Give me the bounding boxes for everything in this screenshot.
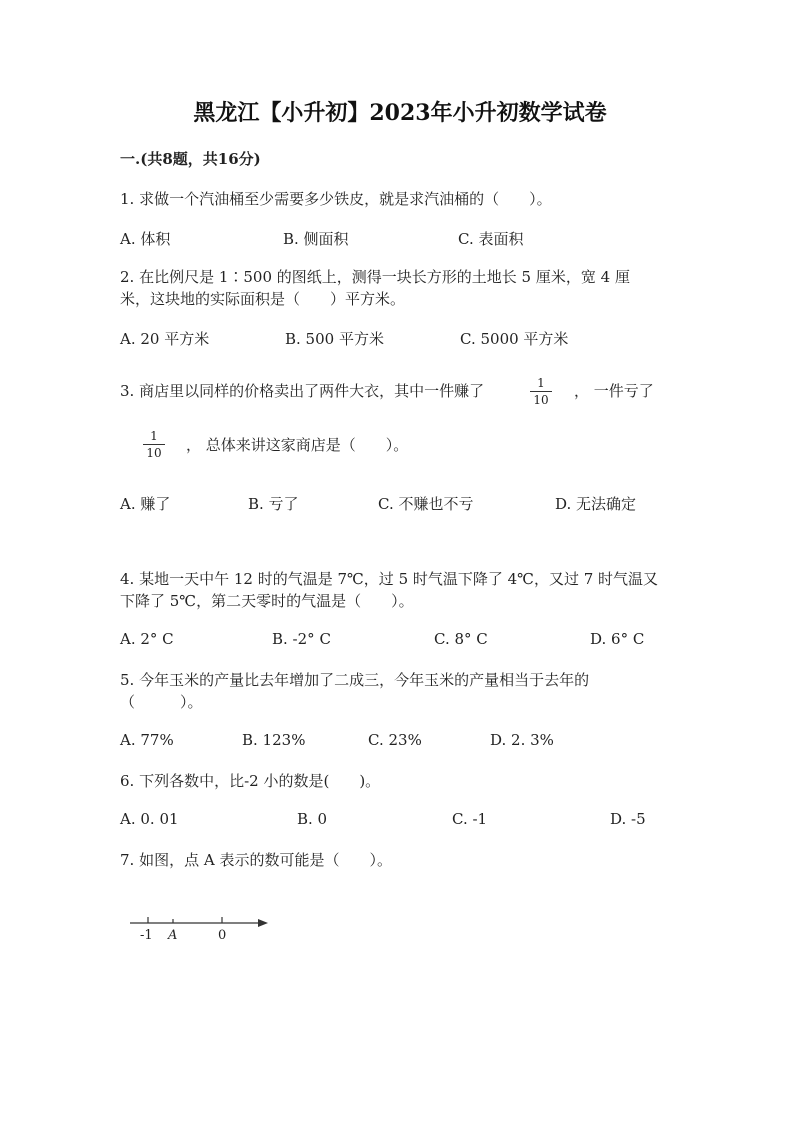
label-zero: 0	[218, 928, 227, 943]
fraction-numerator: 1	[537, 376, 545, 390]
question-5-stem-line1: 5. 今年玉米的产量比去年增加了二成三，今年玉米的产量相当于去年的	[120, 671, 590, 689]
question-4-stem-line1: 4. 某地一天中午 12 时的气温是 7℃，过 5 时气温下降了 4℃，又过 7 时气温又	[120, 570, 659, 588]
question-1-stem: 1. 求做一个汽油桶至少需要多少铁皮，就是求汽油桶的（ ）。	[120, 190, 552, 208]
question-1-option-c[interactable]: C. 表面积	[458, 230, 524, 248]
question-4-option-c[interactable]: C. 8° C	[434, 630, 488, 648]
question-6-stem: 6. 下列各数中，比-2 小的数是( )。	[120, 772, 381, 790]
question-5-option-a[interactable]: A. 77%	[120, 731, 174, 749]
question-6-option-b[interactable]: B. 0	[297, 810, 328, 828]
label-minus-one: -1	[140, 928, 153, 943]
question-3-stem-part3: ， 总体来讲这家商店是（ ）。	[186, 436, 409, 454]
question-4-option-d[interactable]: D. 6° C	[590, 630, 645, 648]
question-7-stem: 7. 如图，点 A 表示的数可能是（ ）。	[120, 851, 392, 869]
question-3-stem-part2: ， 一件亏了	[574, 382, 654, 400]
question-5-option-b[interactable]: B. 123%	[242, 731, 306, 749]
question-2-option-a[interactable]: A. 20 平方米	[120, 330, 210, 348]
question-3-stem-part1: 3. 商店里以同样的价格卖出了两件大衣，其中一件赚了	[120, 382, 485, 400]
question-4-stem-line2: 下降了 5℃，第二天零时的气温是（ ）。	[120, 592, 414, 610]
question-5-stem-line2: （ ）。	[120, 693, 203, 711]
question-1-option-b[interactable]: B. 侧面积	[283, 230, 349, 248]
question-6-option-d[interactable]: D. -5	[610, 810, 646, 828]
number-line-figure	[120, 905, 280, 945]
exam-title: 黑龙江【小升初】2023年小升初数学试卷	[193, 100, 607, 126]
fraction-numerator: 1	[150, 429, 158, 443]
question-3-option-a[interactable]: A. 赚了	[120, 495, 171, 513]
question-6-option-a[interactable]: A. 0. 01	[120, 810, 179, 828]
fraction-denominator: 10	[146, 446, 162, 460]
question-3-fraction-1	[528, 376, 554, 407]
question-4-option-a[interactable]: A. 2° C	[120, 630, 174, 648]
label-point-a: A	[168, 928, 178, 943]
question-3-option-b[interactable]: B. 亏了	[248, 495, 299, 513]
question-2-stem-line2: 米，这块地的实际面积是（ ）平方米。	[120, 290, 406, 308]
fraction-denominator: 10	[533, 393, 549, 407]
question-5-option-d[interactable]: D. 2. 3%	[490, 731, 554, 749]
question-2-option-c[interactable]: C. 5000 平方米	[460, 330, 569, 348]
number-line-arrow-icon	[258, 919, 268, 927]
question-3-option-c[interactable]: C. 不赚也不亏	[378, 495, 474, 513]
question-5-option-c[interactable]: C. 23%	[368, 731, 422, 749]
question-3-fraction-2	[141, 429, 167, 460]
question-3-option-d[interactable]: D. 无法确定	[555, 495, 637, 513]
question-6-option-c[interactable]: C. -1	[452, 810, 488, 828]
question-2-option-b[interactable]: B. 500 平方米	[285, 330, 384, 348]
question-4-option-b[interactable]: B. -2° C	[272, 630, 331, 648]
question-1-option-a[interactable]: A. 体积	[120, 230, 171, 248]
fraction-bar	[143, 444, 165, 445]
fraction-bar	[530, 391, 552, 392]
question-2-stem-line1: 2. 在比例尺是 1∶500 的图纸上，测得一块长方形的土地长 5 厘米，宽 4 厘	[120, 268, 630, 286]
section-header: 一.(共8题，共16分)	[120, 150, 261, 168]
